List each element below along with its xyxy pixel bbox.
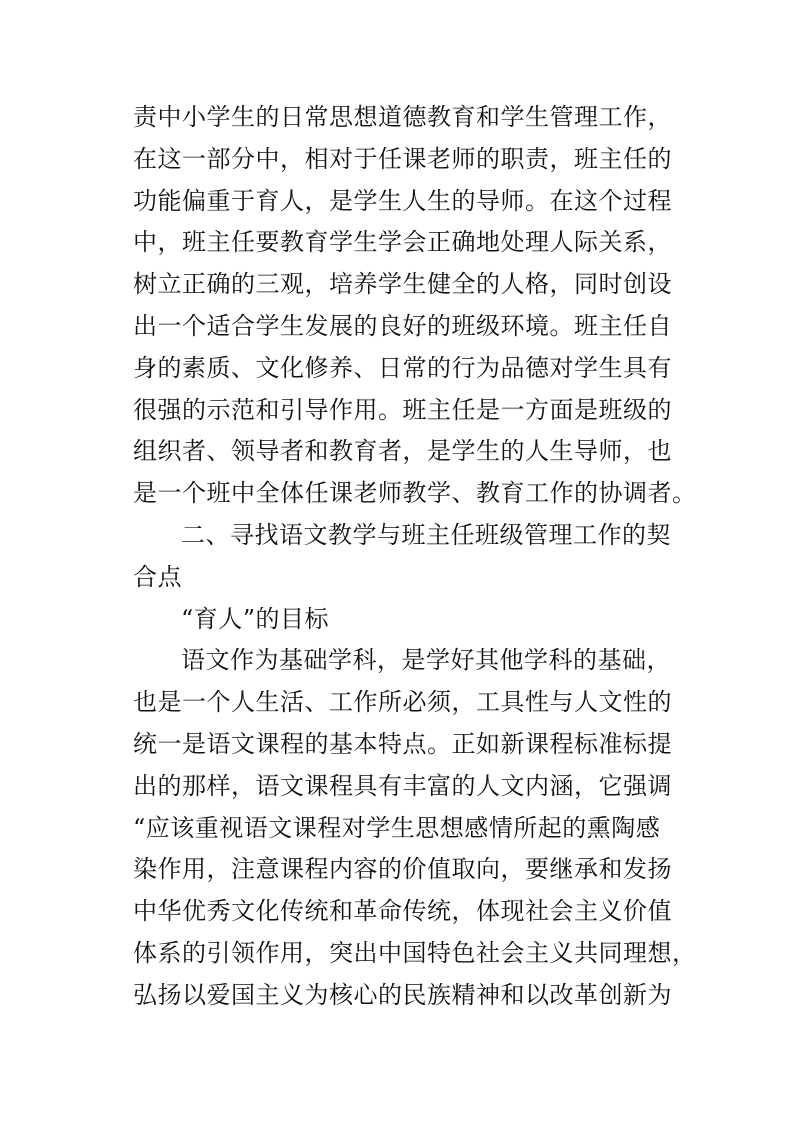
text-line: 出一个适合学生发展的良好的班级环境。班主任自 [133, 311, 672, 340]
text-line: 功能偏重于育人，是学生人生的导师。在这个过程 [133, 186, 672, 215]
text-line: 统一是语文课程的基本特点。正如新课程标准标提 [133, 729, 672, 758]
text-line: 很强的示范和引导作用。班主任是一方面是班级的 [133, 395, 672, 424]
section-heading-continued: 合点 [133, 562, 182, 591]
text-line: 在这一部分中，相对于任课老师的职责，班主任的 [133, 144, 672, 173]
text-line: 出的那样，语文课程具有丰富的人文内涵，它强调 [133, 771, 672, 800]
section-heading: 二、寻找语文教学与班主任班级管理工作的契 [181, 520, 671, 549]
text-line: 也是一个人生活、工作所必须，工具性与人文性的 [133, 688, 672, 717]
text-line: 中华优秀文化传统和革命传统，体现社会主义价值 [133, 897, 672, 926]
text-line: 弘扬以爱国主义为核心的民族精神和以改革创新为 [133, 980, 672, 1009]
text-line: 体系的引领作用，突出中国特色社会主义共同理想， [133, 938, 697, 967]
text-line: 组织者、领导者和教育者，是学生的人生导师，也 [133, 437, 672, 466]
text-line: 中，班主任要教育学生学会正确地处理人际关系， [133, 228, 672, 257]
text-line: 身的素质、文化修养、日常的行为品德对学生具有 [133, 353, 672, 382]
text-line: 是一个班中全体任课老师教学、教育工作的协调者。 [133, 479, 697, 508]
text-line: 责中小学生的日常思想道德教育和学生管理工作， [133, 103, 672, 131]
subsection-heading: “育人”的目标 [181, 604, 330, 633]
text-line: 染作用，注意课程内容的价值取向，要继承和发扬 [133, 855, 672, 884]
body-text [133, 97, 697, 1017]
text-line: “应该重视语文课程对学生思想感情所起的熏陶感 [133, 813, 661, 842]
paragraph-start: 语文作为基础学科，是学好其他学科的基础， [181, 646, 671, 675]
text-line: 树立正确的三观，培养学生健全的人格，同时创设 [133, 270, 672, 299]
